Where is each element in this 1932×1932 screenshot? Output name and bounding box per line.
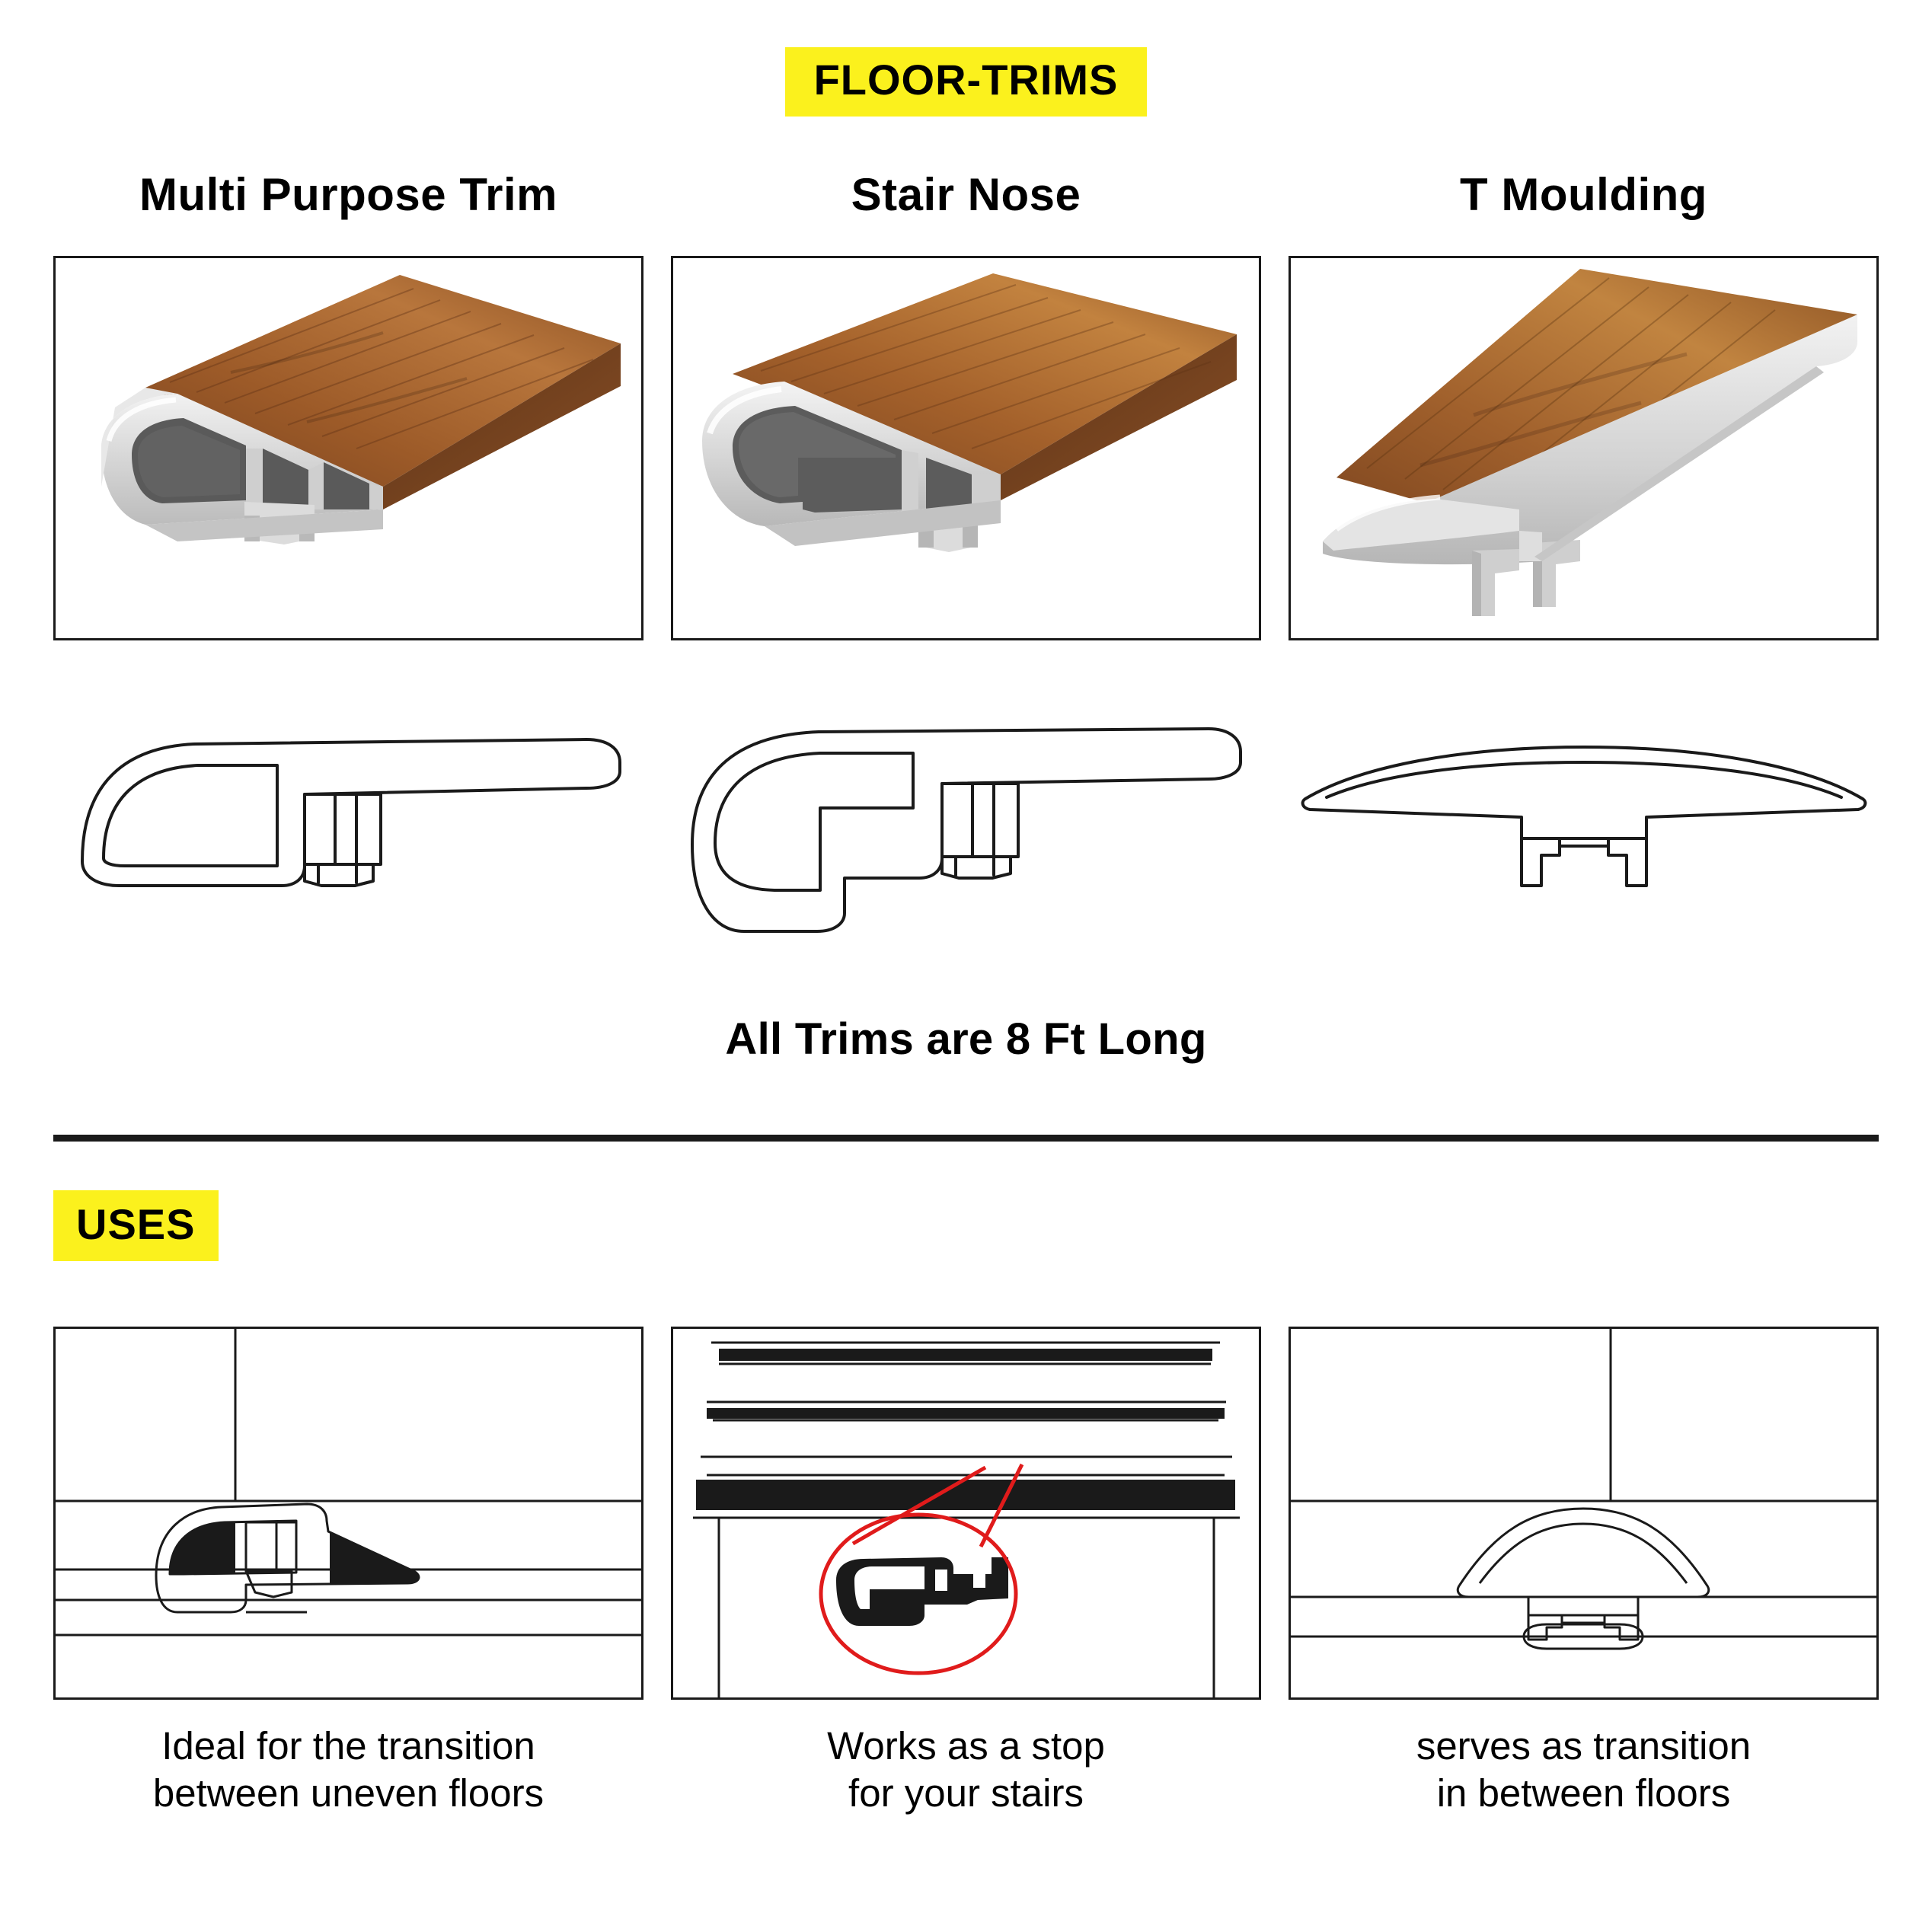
t-moulding-profile [1289, 709, 1879, 960]
multi-purpose-trim-illustration [56, 258, 641, 638]
stair-nose-profile-drawing [671, 709, 1261, 960]
uses-section [53, 1327, 1879, 1817]
use-caption-line2: for your stairs [848, 1771, 1084, 1815]
use-caption-line1: Works as a stop [827, 1723, 1105, 1768]
uses-banner-row [53, 1190, 1879, 1261]
stair-nose-detail [836, 1557, 1008, 1626]
stair-nose-photo [671, 256, 1261, 640]
trim-title: Stair Nose [851, 168, 1081, 220]
multi-purpose-trim-photo [53, 256, 643, 640]
trim-title: Multi Purpose Trim [139, 168, 558, 220]
trims-section [53, 168, 1879, 960]
header-banner-row [53, 0, 1879, 117]
use-caption [827, 1723, 1105, 1817]
use-column-between-floors [1289, 1327, 1879, 1817]
trim-column-multi-purpose [53, 168, 643, 960]
all-trims-length-note: All Trims are 8 Ft Long [725, 1014, 1207, 1064]
multi-purpose-trim-profile [53, 709, 643, 960]
trim-column-t-moulding [1289, 168, 1879, 960]
use-illustration-uneven-floors [53, 1327, 643, 1700]
use-caption [153, 1723, 544, 1817]
stair-nose-illustration [673, 258, 1259, 638]
use-caption-line2: in between floors [1436, 1771, 1731, 1815]
uses-banner: USES [53, 1190, 219, 1261]
multi-purpose-trim-profile-drawing [53, 709, 643, 960]
t-moulding-profile-drawing [1289, 709, 1879, 960]
trim-column-stair-nose [671, 168, 1261, 960]
use-caption [1416, 1723, 1751, 1817]
page-title-banner: FLOOR-TRIMS [785, 47, 1148, 117]
use-illustration-between-floors [1289, 1327, 1879, 1700]
use-between-floors-drawing [1291, 1329, 1876, 1697]
t-moulding-photo [1289, 256, 1879, 640]
use-column-transition [53, 1327, 643, 1817]
use-caption-line1: Ideal for the transition [161, 1723, 535, 1768]
trim-title: T Moulding [1460, 168, 1707, 220]
use-column-stairs [671, 1327, 1261, 1817]
section-divider [53, 1135, 1879, 1142]
use-caption-line1: serves as transition [1416, 1723, 1752, 1768]
use-caption-line2: between uneven floors [152, 1771, 544, 1815]
stair-nose-profile [671, 709, 1261, 960]
use-uneven-floors-drawing [56, 1329, 641, 1697]
use-stairs-drawing [673, 1329, 1259, 1697]
use-illustration-stairs [671, 1327, 1261, 1700]
t-moulding-illustration [1291, 258, 1876, 638]
